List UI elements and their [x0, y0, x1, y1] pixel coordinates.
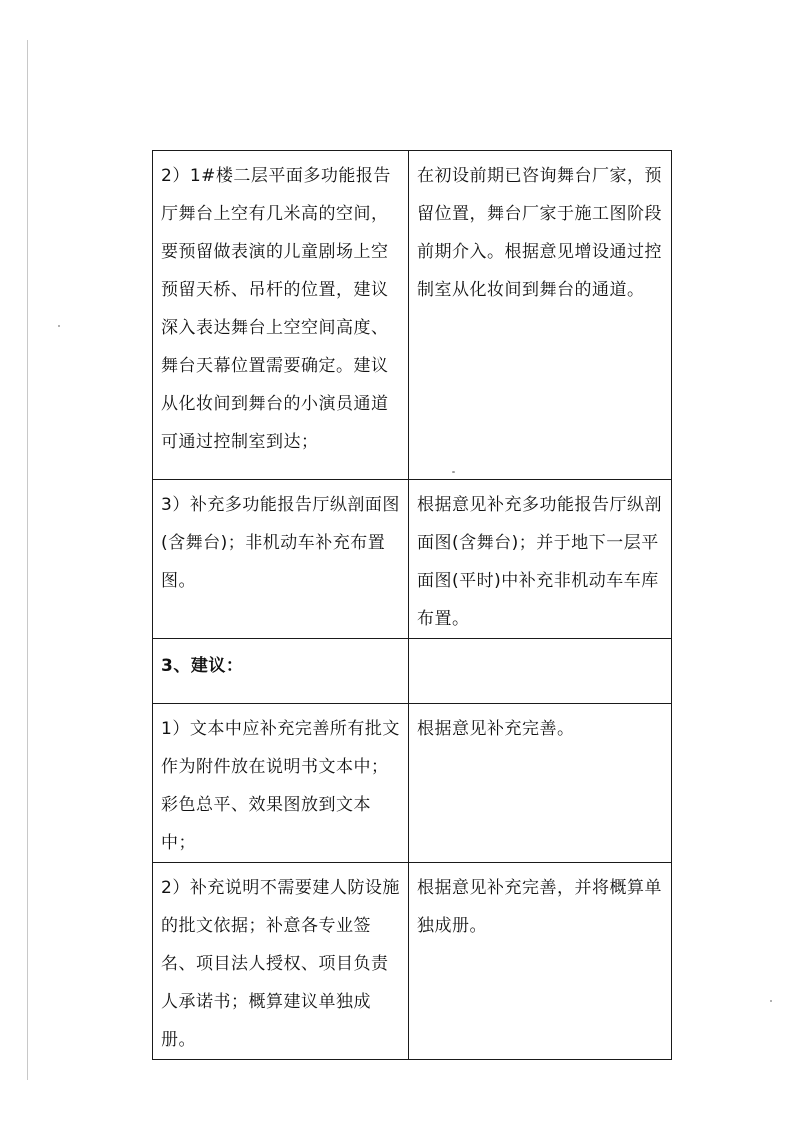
table-row: [153, 704, 672, 863]
review-comment-cell: 3）补充多功能报告厅纵剖面图(含舞台)；非机动车补充布置图。: [153, 480, 409, 639]
section-heading-cell: 3、建议：: [153, 639, 409, 704]
response-cell: 根据意见补充多功能报告厅纵剖面图(含舞台)；并于地下一层平面图(平时)中补充非机动车车库布置。: [409, 480, 672, 639]
response-cell: 根据意见补充完善，并将概算单独成册。: [409, 863, 672, 1060]
table-row: [153, 480, 672, 639]
response-cell: 在初设前期已咨询舞台厂家，预留位置，舞台厂家于施工图阶段前期介入。根据意见增设通过控制室从化妆间到舞台的通道。: [409, 151, 672, 480]
response-cell: [409, 639, 672, 704]
review-comments-table: [152, 150, 672, 1060]
table-row: [153, 863, 672, 1060]
scan-speck: [770, 1000, 772, 1002]
review-comment-cell: 2）1#楼二层平面多功能报告厅舞台上空有几米高的空间，要预留做表演的儿童剧场上空预留天桥、吊杆的位置，建议深入表达舞台上空空间高度、舞台天幕位置需要确定。建议从化妆间到舞台的小演员通道可通过控制室到达；: [153, 151, 409, 480]
review-comment-cell: 1）文本中应补充完善所有批文作为附件放在说明书文本中；彩色总平、效果图放到文本中；: [153, 704, 409, 863]
review-comment-cell: 2）补充说明不需要建人防设施的批文依据；补意各专业签名、项目法人授权、项目负责人承诺书；概算建议单独成册。: [153, 863, 409, 1060]
table-row: [153, 151, 672, 480]
scan-margin-line: [27, 40, 28, 1080]
response-cell: 根据意见补充完善。: [409, 704, 672, 863]
scan-speck: [58, 325, 60, 327]
table-row: [153, 639, 672, 704]
